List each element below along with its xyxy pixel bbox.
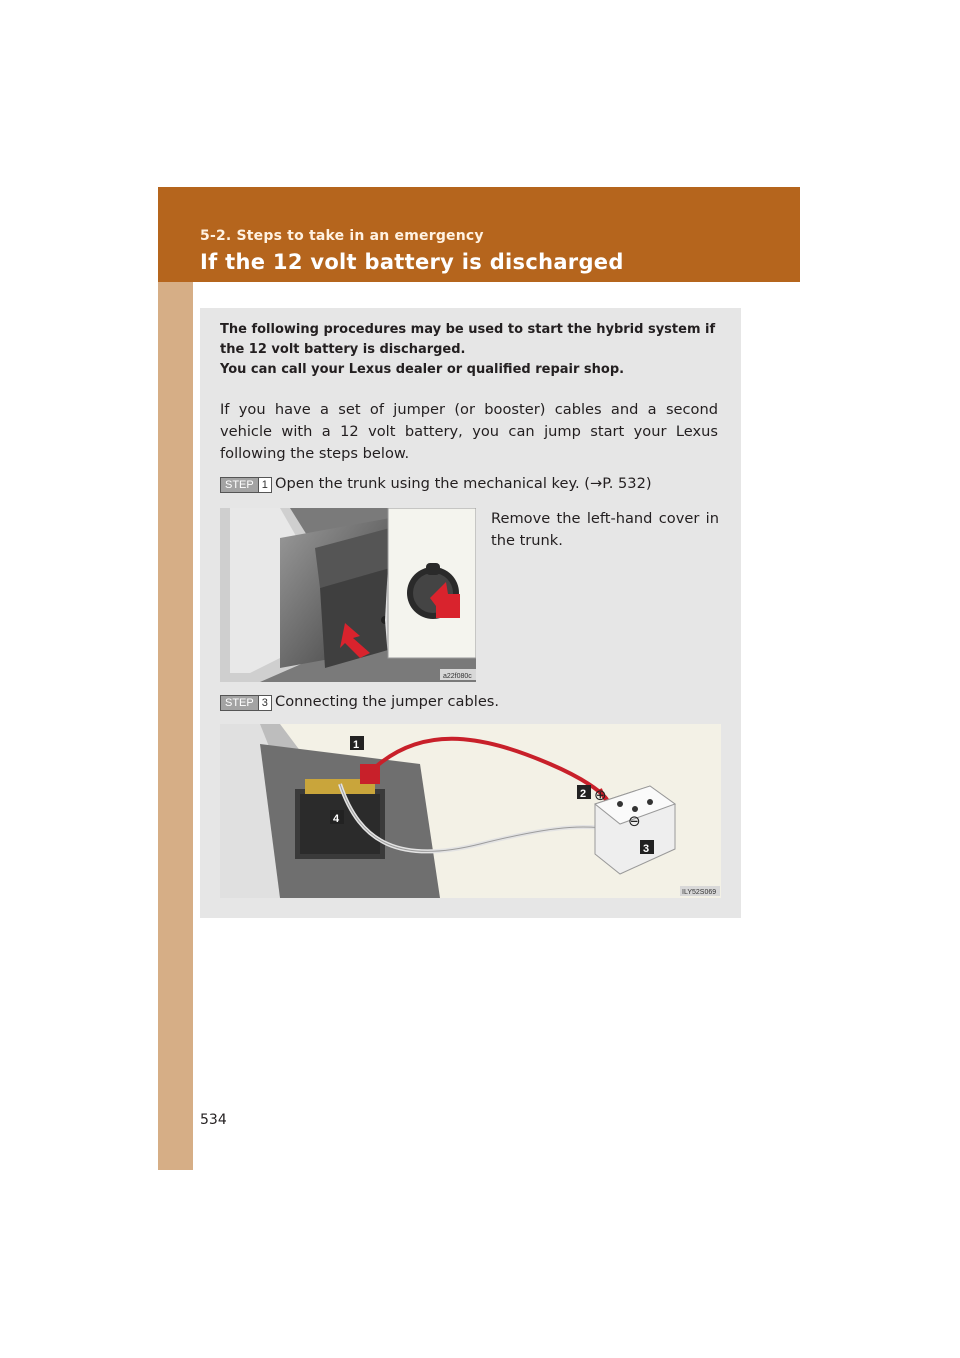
trunk-cover-illustration — [220, 508, 476, 682]
step-label: STEP — [221, 478, 258, 492]
svg-text:3: 3 — [643, 843, 650, 855]
svg-text:2: 2 — [580, 788, 587, 800]
jumper-cable-illustration — [220, 724, 721, 898]
intro-line-1: The following procedures may be used to start the hybrid system if the 12 volt battery is discharged. — [220, 322, 716, 357]
page-number: 534 — [200, 1112, 227, 1128]
step-2-text: Remove the left-hand cover in the trunk. — [491, 510, 719, 549]
step-3-badge — [220, 695, 272, 711]
page-title: If the 12 volt battery is discharged — [200, 250, 624, 274]
step-number: 3 — [258, 696, 271, 710]
intro-line-2: You can call your Lexus dealer or qualified repair shop. — [220, 362, 625, 377]
negative-terminal-icon: ⊖ — [628, 812, 641, 830]
side-bar — [158, 187, 193, 1170]
step-label: STEP — [221, 696, 258, 710]
svg-text:1: 1 — [353, 739, 360, 751]
trunk-figure-code: a22f080c — [443, 673, 472, 680]
positive-terminal-icon: ⊕ — [594, 786, 607, 804]
section-label: 5-2. Steps to take in an emergency — [200, 228, 484, 244]
step-3-text: Connecting the jumper cables. — [275, 693, 500, 710]
step-number: 1 — [258, 478, 271, 492]
intro-note — [220, 320, 720, 380]
body-paragraph: If you have a set of jumper (or booster) cables and a second vehicle with a 12 volt battery, you can jump start your Lexus following the steps below. — [220, 401, 718, 462]
step-1-badge — [220, 477, 272, 493]
step-1-text: Open the trunk using the mechanical key. (→P. 532) — [275, 475, 652, 492]
svg-text:4: 4 — [333, 813, 340, 825]
battery-figure-code: ILY52S069 — [682, 889, 717, 896]
